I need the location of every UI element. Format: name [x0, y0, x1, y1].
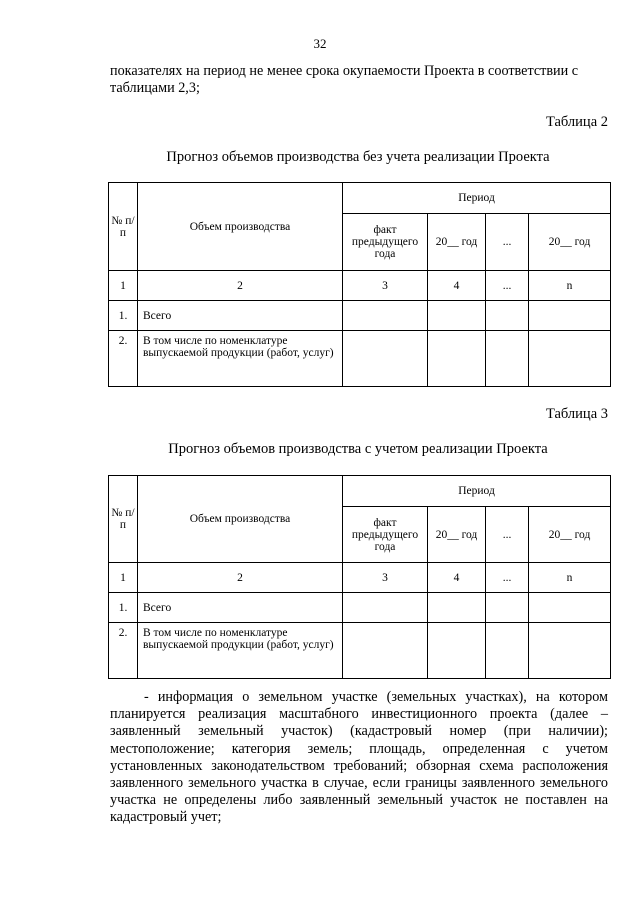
page-number: 32: [313, 36, 327, 51]
index-cell: 1: [109, 563, 138, 593]
row-num: 1.: [109, 301, 138, 331]
land-plot-text: - информация о земельном участке (земельных участках), на котором планируется реализация масштабного инвестиционного проекта (далее – заявленный земельный участок) (кадастровый номер (при наличии); местоположение; категория земель; площадь, определенная с учетом установленных законодательством требований; обзорная схема расположения заявленного земельного участка в случае, если границы заявленного земельного участка не определены либо заявленный земельный участок не поставлен на кадастровый учет;: [110, 689, 608, 826]
header-num: № п/п: [109, 476, 138, 563]
header-fact: факт предыдущего года: [343, 507, 428, 563]
index-cell: ...: [486, 563, 529, 593]
header-year-n: 20__ год: [529, 214, 611, 271]
index-cell: 4: [428, 563, 486, 593]
row-label: Всего: [138, 593, 343, 623]
row-num: 1.: [109, 593, 138, 623]
row-label: Всего: [138, 301, 343, 331]
index-cell: 2: [138, 563, 343, 593]
index-cell: 3: [343, 563, 428, 593]
production-table-with-project: [108, 475, 611, 679]
empty-cell: [486, 593, 529, 623]
header-period: Период: [343, 476, 611, 507]
empty-cell: [428, 593, 486, 623]
land-plot-paragraph: [110, 689, 608, 827]
table-row: [109, 623, 611, 679]
table-caption-3: Таблица 3: [545, 406, 608, 422]
row-num: 2.: [109, 623, 138, 679]
header-volume: Объем производства: [138, 183, 343, 271]
header-year-1: 20__ год: [428, 214, 486, 271]
index-cell: 2: [138, 271, 343, 301]
index-cell: 4: [428, 271, 486, 301]
production-table-without-project: [108, 182, 611, 387]
row-label: В том числе по номенклатуре выпускаемой продукции (работ, услуг): [138, 623, 343, 679]
table-title-3: Прогноз объемов производства с учетом реализации Проекта: [168, 441, 548, 457]
header-volume: Объем производства: [138, 476, 343, 563]
table-row: [109, 301, 611, 331]
empty-cell: [486, 331, 529, 387]
row-label: В том числе по номенклатуре выпускаемой продукции (работ, услуг): [138, 331, 343, 387]
empty-cell: [428, 623, 486, 679]
empty-cell: [486, 623, 529, 679]
table-row: [109, 331, 611, 387]
header-fact: факт предыдущего года: [343, 214, 428, 271]
index-cell: 1: [109, 271, 138, 301]
empty-cell: [486, 301, 529, 331]
header-num: № п/п: [109, 183, 138, 271]
empty-cell: [343, 301, 428, 331]
index-cell: n: [529, 563, 611, 593]
header-ellipsis: ...: [486, 507, 529, 563]
empty-cell: [343, 331, 428, 387]
empty-cell: [529, 331, 611, 387]
index-cell: n: [529, 271, 611, 301]
empty-cell: [343, 593, 428, 623]
empty-cell: [428, 331, 486, 387]
header-ellipsis: ...: [486, 214, 529, 271]
empty-cell: [529, 301, 611, 331]
index-cell: 3: [343, 271, 428, 301]
empty-cell: [529, 593, 611, 623]
header-year-1: 20__ год: [428, 507, 486, 563]
table-caption-2: Таблица 2: [545, 114, 608, 130]
empty-cell: [529, 623, 611, 679]
row-num: 2.: [109, 331, 138, 387]
empty-cell: [428, 301, 486, 331]
table-title-2: Прогноз объемов производства без учета реализации Проекта: [166, 149, 550, 165]
intro-paragraph: показателях на период не менее срока окупаемости Проекта в соответствии с таблицами 2,3;: [110, 63, 579, 96]
header-year-n: 20__ год: [529, 507, 611, 563]
empty-cell: [343, 623, 428, 679]
index-cell: ...: [486, 271, 529, 301]
table-row: [109, 593, 611, 623]
header-period: Период: [343, 183, 611, 214]
